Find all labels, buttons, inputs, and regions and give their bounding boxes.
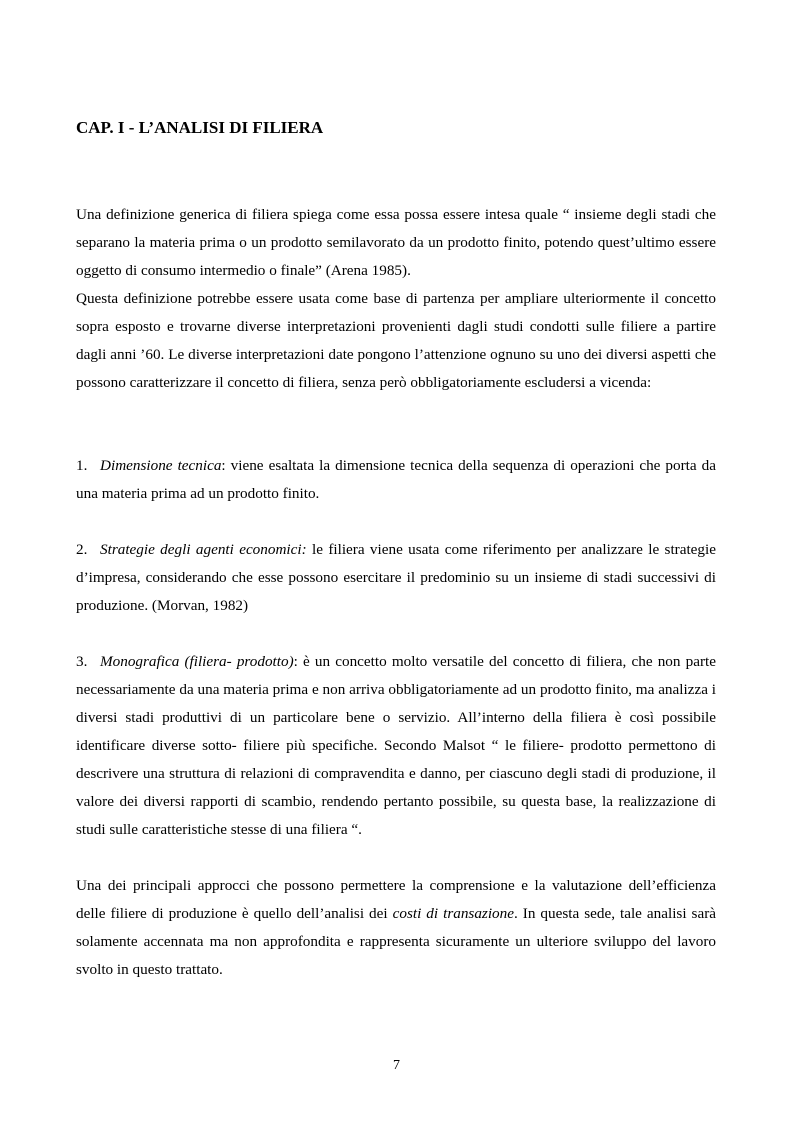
list-item-term: Dimensione tecnica bbox=[100, 457, 222, 474]
chapter-title: CAP. I - L’ANALISI DI FILIERA bbox=[76, 118, 324, 137]
intro-section bbox=[76, 201, 716, 397]
list-item-number: 1. bbox=[76, 457, 88, 474]
list-item-number: 3. bbox=[76, 653, 88, 670]
list-item-term: Strategie degli agenti economici: bbox=[100, 541, 307, 558]
list-item-text: : viene esaltata la dimensione tecnica della sequenza di operazioni che porta da una materia prima ad un prodotto finito. bbox=[76, 457, 716, 502]
intro-paragraph-2: Questa definizione potrebbe essere usata come base di partenza per ampliare ulteriormente il concetto sopra esposto e trovarne diverse interpretazioni provenienti dagli studi condotti sulle filiere a partire dagli anni ’60. Le diverse interpretazioni date pongono l’attenzione ognuno su uno dei diversi aspetti che possono caratterizzare il concetto di filiera, senza però obbligatoriamente escludersi a vicenda: bbox=[76, 290, 716, 391]
closing-term: costi di transazione bbox=[392, 905, 514, 922]
closing-text-before: Una dei principali approcci che possono permettere la comprensione e la valutazione dell’efficienza delle filiere di produzione è quello dell’analisi dei bbox=[76, 877, 716, 922]
list-item-1 bbox=[76, 452, 716, 508]
list-item-text: : è un concetto molto versatile del concetto di filiera, che non parte necessariamente da una materia prima e non arriva obbligatoriamente ad un prodotto finito, ma analizza i diversi stadi produttivi di un particolare bene o servizio. All’interno della filiera è così possibile identificare diverse sotto- filiere più specifiche. Secondo Malsot “ le filiere- prodotto permettono di descrivere una struttura di relazioni di compravendita e danno, per ciascuno degli stadi di produzione, il valore dei diversi rapporti di scambio, rendendo pertanto possibile, su questa base, la realizzazione di studi sulle caratteristiche stesse di una filiera “. bbox=[76, 653, 716, 838]
list-item-3 bbox=[76, 648, 716, 844]
intro-paragraph-1: Una definizione generica di filiera spiega come essa possa essere intesa quale “ insieme degli stadi che separano la materia prima o un prodotto semilavorato da un prodotto finito, potendo quest’ultimo essere oggetto di consumo intermedio o finale” (Arena 1985). bbox=[76, 206, 716, 279]
list-item-text: le filiera viene usata come riferimento per analizzare le strategie d’impresa, considerando che esse possono esercitare il predominio su un insieme di stadi successivi di produzione. (Morvan, 1982) bbox=[76, 541, 716, 614]
closing-text-after: . In questa sede, tale analisi sarà solamente accennata ma non approfondita e rappresenta sicuramente un ulteriore sviluppo del lavoro svolto in questo trattato. bbox=[76, 905, 717, 978]
closing-paragraph bbox=[76, 872, 716, 984]
list-item-term: Monografica (filiera- prodotto) bbox=[100, 653, 294, 670]
page-number: 7 bbox=[393, 1058, 400, 1073]
list-item-number: 2. bbox=[76, 541, 88, 558]
list-item-2 bbox=[76, 536, 716, 620]
